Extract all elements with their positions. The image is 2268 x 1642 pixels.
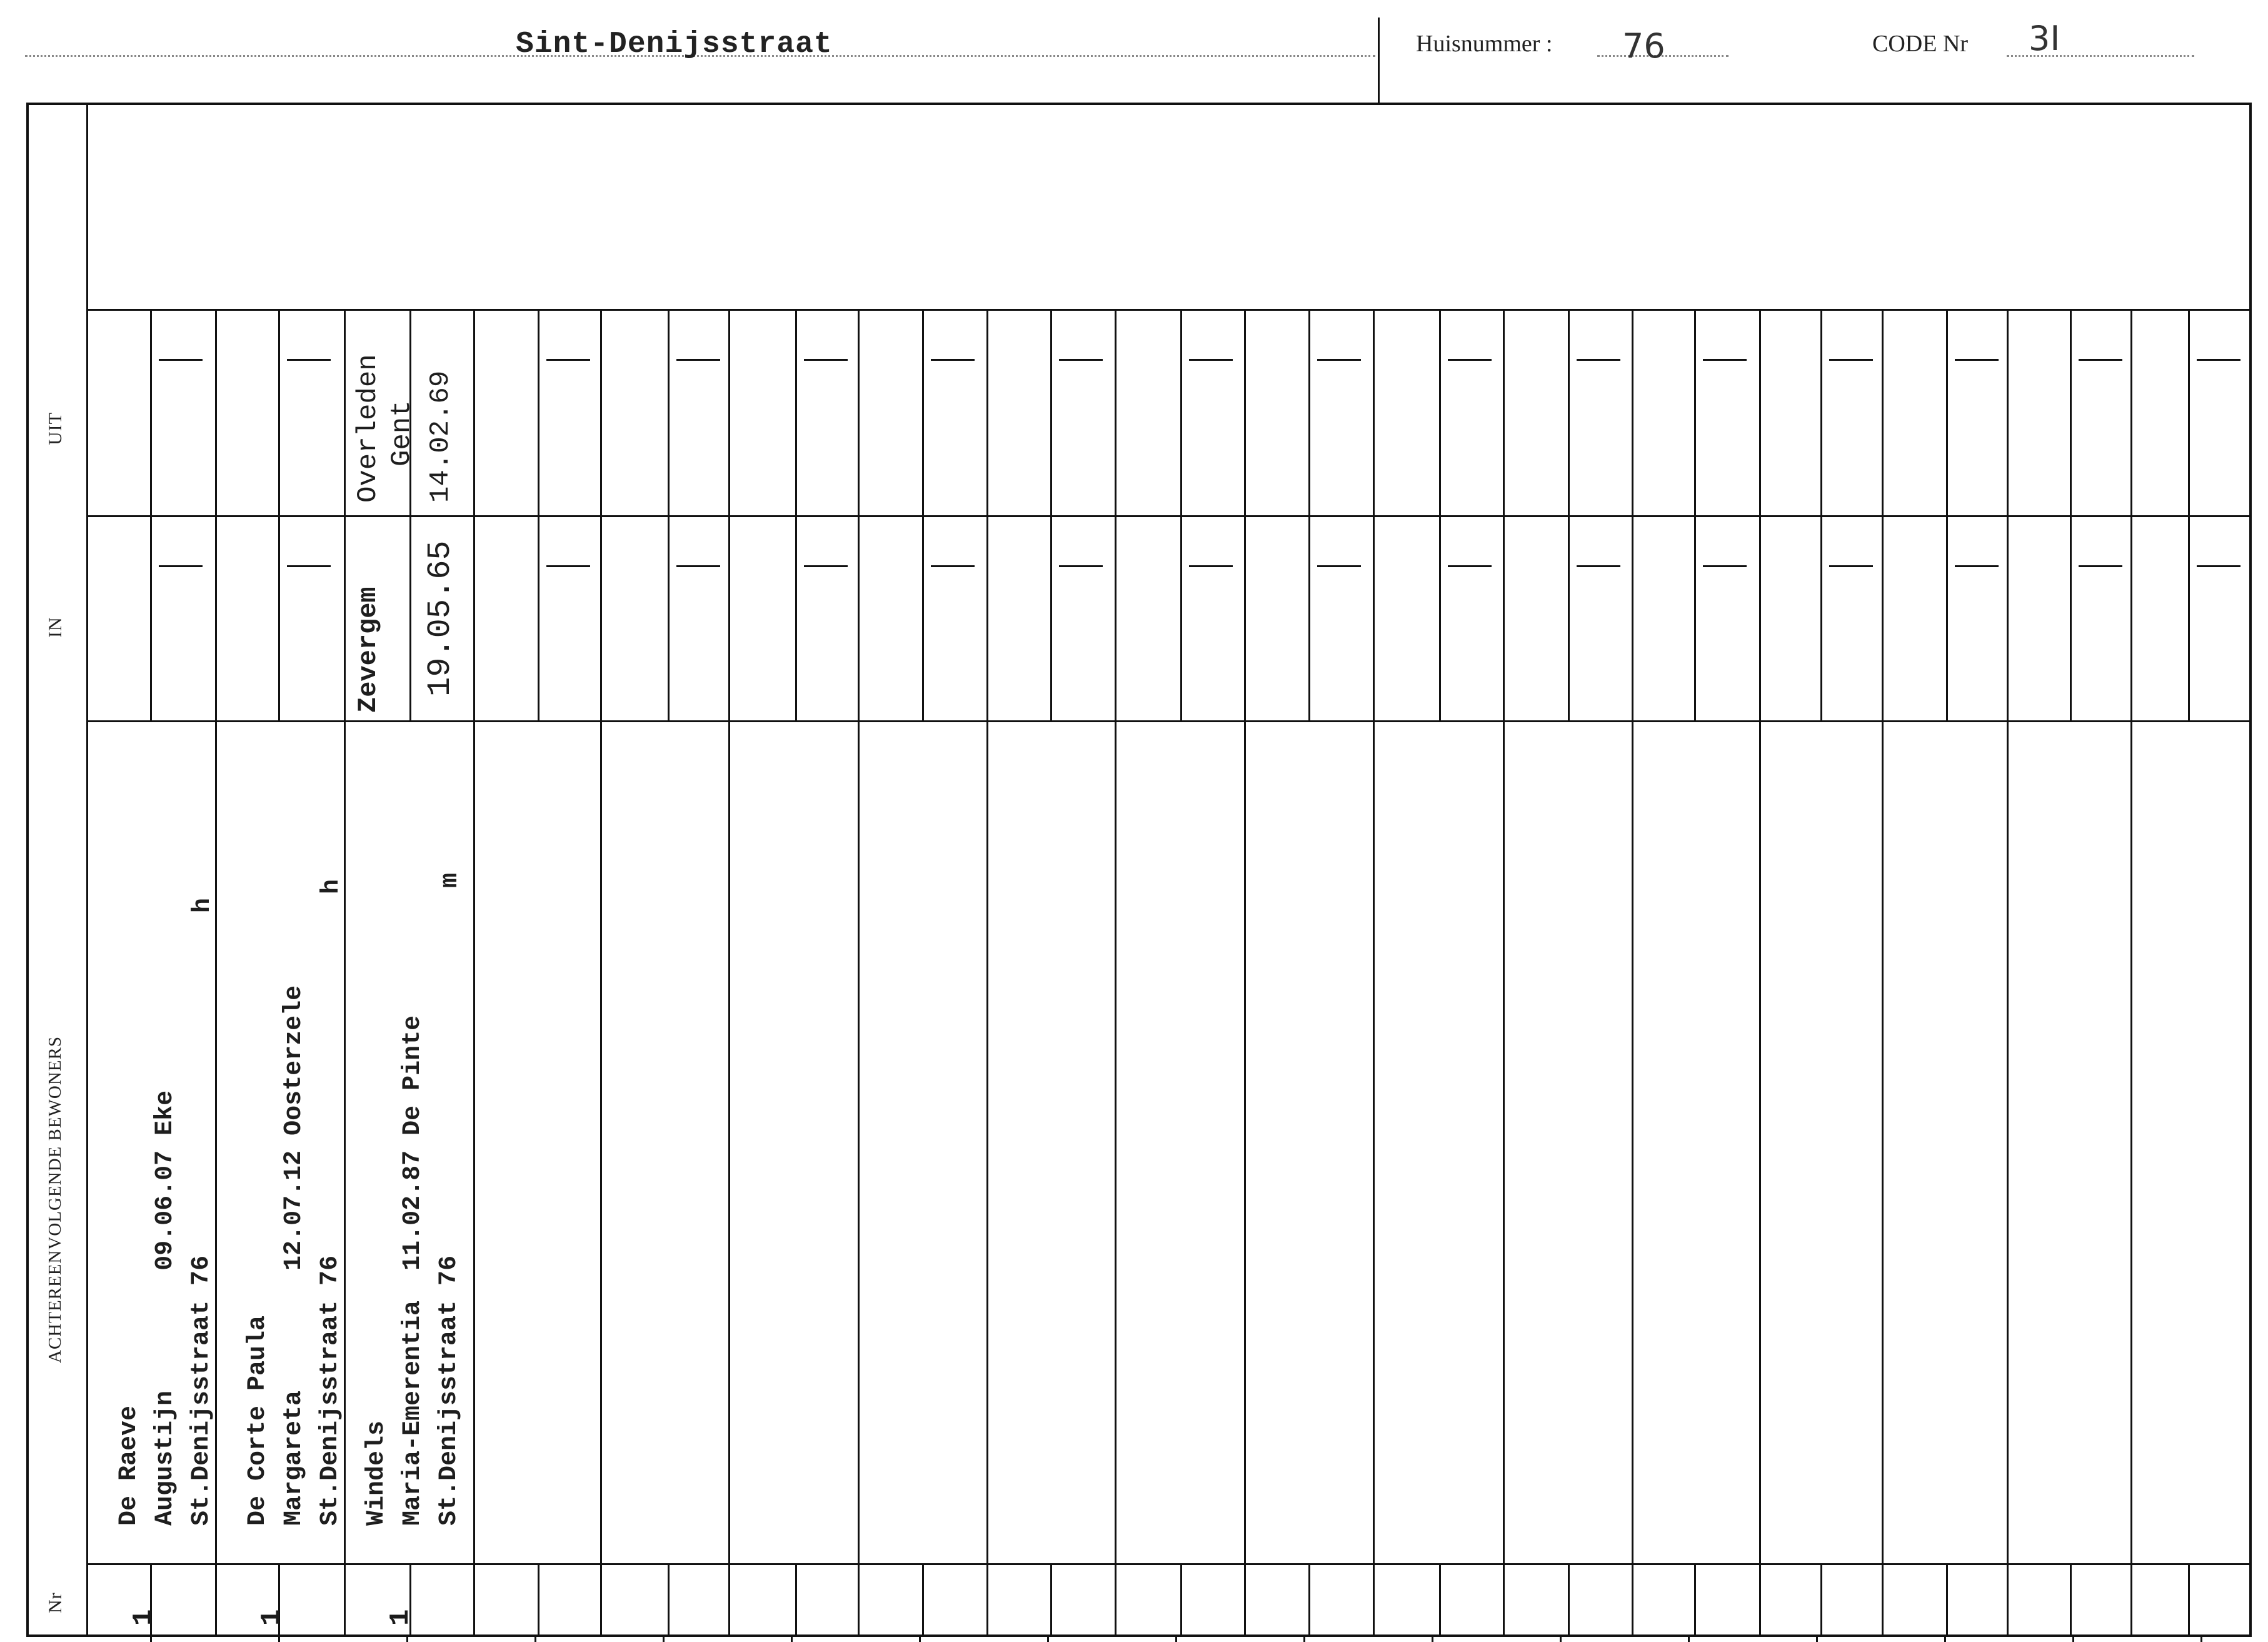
nr-subcolumn-divider [1946,1563,1948,1637]
subcolumn-divider [2188,309,2190,720]
subcolumn-divider [1694,309,1696,720]
uit-empty-dash [1317,359,1361,361]
in-empty-dash [1448,565,1492,567]
resident-3-details: Maria-Emerentia 11.02.87 De Pinte [399,1015,427,1526]
resident-2-name: De Corte Paula [244,1315,272,1526]
bottom-tick [534,1637,536,1642]
resident-1-nr: 1 [128,1609,159,1626]
nr-subcolumn-divider [1308,1563,1310,1637]
nr-subcolumn-divider [1439,1563,1441,1637]
column-divider [1373,309,1375,1637]
subcolumn-divider [1946,309,1948,720]
uit-empty-dash [287,359,331,361]
resident-1-sex: h [189,897,217,913]
uit-empty-dash [676,359,720,361]
subcolumn-divider [1439,309,1441,720]
uit-empty-dash [1577,359,1620,361]
subcolumn-divider [278,309,280,720]
resident-3-entry [359,1015,468,1526]
in-empty-dash [1955,565,1999,567]
in-empty-dash [1189,565,1233,567]
resident-2-details: Margareta 12.07.12 Oosterzele [280,985,308,1526]
column-divider [1632,309,1633,1637]
column-divider [600,309,602,1637]
resident-1-details: Augustijn 09.06.07 Eke [151,1090,179,1526]
column-divider [1759,309,1761,1637]
subcolumn-divider [538,309,539,720]
bottom-tick [663,1637,665,1642]
bottom-tick [1432,1637,1433,1642]
label-column-divider [86,103,88,1637]
uit-empty-dash [1059,359,1103,361]
nr-subcolumn-divider [1820,1563,1822,1637]
bottom-tick [1175,1637,1177,1642]
code-value: 3I [2029,19,2060,58]
subcolumn-divider [1050,309,1052,720]
resident-3-in-date: 19.05.65 [422,540,459,697]
in-empty-dash [546,565,590,567]
bottom-tick [278,1637,280,1642]
column-divider [1115,309,1116,1637]
row-label-nr: Nr [45,1592,66,1613]
nr-subcolumn-divider [795,1563,797,1637]
uit-empty-dash [931,359,975,361]
uit-empty-dash [2197,359,2240,361]
row-label-bewoners: ACHTEREENVOLGENDE BEWONERS [45,1036,65,1363]
uit-empty-dash [546,359,590,361]
in-empty-dash [804,565,848,567]
in-empty-dash [1317,565,1361,567]
row-divider-in-bewoners [86,720,2252,722]
nr-subcolumn-divider [538,1563,539,1637]
resident-3-uit-line1: Overleden [353,354,384,503]
resident-3-uit-date: 14.02.69 [425,370,456,503]
uit-empty-dash [2079,359,2122,361]
resident-3-name: Windels [363,1420,391,1526]
uit-empty-dash [1448,359,1492,361]
bottom-tick [1560,1637,1562,1642]
nr-subcolumn-divider [1568,1563,1570,1637]
column-divider [1882,309,1884,1637]
column-divider [2130,309,2132,1637]
nr-subcolumn-divider [1180,1563,1182,1637]
column-divider [2007,309,2009,1637]
subcolumn-divider [795,309,797,720]
bottom-tick [791,1637,793,1642]
nr-subcolumn-divider [2070,1563,2072,1637]
nr-subcolumn-divider [409,1563,411,1637]
nr-subcolumn-divider [668,1563,670,1637]
nr-subcolumn-divider [1694,1563,1696,1637]
uit-empty-dash [1829,359,1873,361]
column-divider [728,309,730,1637]
subcolumn-divider [1180,309,1182,720]
huisnummer-label: Huisnummer : [1416,31,1553,57]
bottom-tick [1047,1637,1049,1642]
resident-3-address: St.Denijsstraat 76 [435,1255,463,1526]
in-empty-dash [1577,565,1620,567]
subcolumn-divider [150,309,152,720]
street-name: Sint-Denijsstraat [516,28,833,61]
row-label-in: IN [45,617,66,638]
resident-2-entry [240,985,349,1526]
resident-3-sex: m [436,872,464,888]
bottom-tick [919,1637,921,1642]
resident-3-uit-line2: Gent [386,400,418,466]
resident-2-address: St.Denijsstraat 76 [316,1255,344,1526]
bottom-tick [406,1637,408,1642]
subcolumn-divider [409,309,411,720]
in-empty-dash [159,565,203,567]
resident-1-entry [111,1090,220,1526]
column-divider [858,309,860,1637]
resident-3-nr: 1 [385,1609,416,1626]
bottom-tick [1303,1637,1305,1642]
in-empty-dash [676,565,720,567]
subcolumn-divider [1820,309,1822,720]
resident-2-nr: 1 [256,1609,288,1626]
uit-empty-dash [1955,359,1999,361]
bottom-tick [1944,1637,1946,1642]
in-empty-dash [931,565,975,567]
resident-2-sex: h [318,879,346,894]
column-divider [473,309,475,1637]
column-divider [1244,309,1246,1637]
uit-empty-dash [1189,359,1233,361]
bottom-tick [150,1637,152,1642]
resident-1-name: De Raeve [115,1405,143,1526]
subcolumn-divider [668,309,670,720]
bottom-tick [2200,1637,2202,1642]
in-empty-dash [287,565,331,567]
uit-empty-dash [1703,359,1747,361]
column-divider [1503,309,1505,1637]
bottom-tick [1688,1637,1690,1642]
huisnummer-value: 76 [1622,26,1665,66]
subcolumn-divider [1308,309,1310,720]
in-empty-dash [1703,565,1747,567]
in-empty-dash [2079,565,2122,567]
subcolumn-divider [1568,309,1570,720]
nr-subcolumn-divider [150,1563,152,1637]
nr-subcolumn-divider [922,1563,924,1637]
row-label-uit: UIT [45,412,66,445]
nr-subcolumn-divider [2188,1563,2190,1637]
in-empty-dash [1829,565,1873,567]
uit-empty-dash [804,359,848,361]
bottom-tick [1816,1637,1818,1642]
nr-subcolumn-divider [278,1563,280,1637]
uit-empty-dash [159,359,203,361]
subcolumn-divider [2070,309,2072,720]
resident-3-in-place: Zevergem [353,587,383,713]
column-divider [986,309,988,1637]
nr-subcolumn-divider [1050,1563,1052,1637]
subcolumn-divider [922,309,924,720]
code-label: CODE Nr [1872,31,1969,57]
bottom-tick [2072,1637,2074,1642]
in-empty-dash [1059,565,1103,567]
in-empty-dash [2197,565,2240,567]
resident-1-address: St.Denijsstraat 76 [188,1255,216,1526]
